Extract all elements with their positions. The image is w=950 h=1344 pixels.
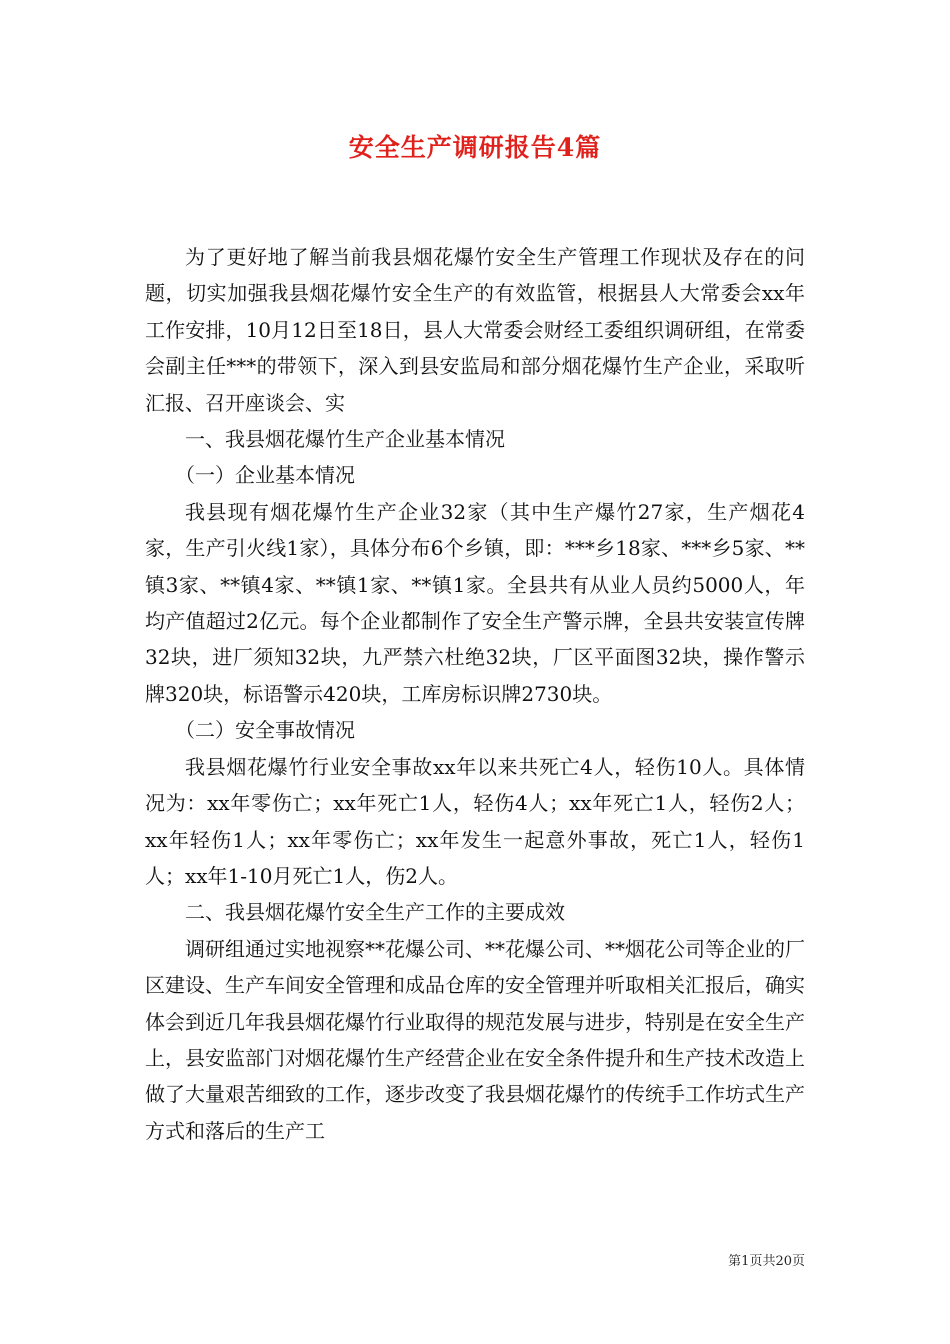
achievement-paragraph: 调研组通过实地视察**花爆公司、**花爆公司、**烟花公司等企业的厂区建设、生产车间安全管理和成品仓库的安全管理并听取相关汇报后，确实体会到近几年我县烟花爆竹行业取得的规范发展与进步，特别是在安全生产上，县安监部门对烟花爆竹生产经营企业在安全条件提升和生产技术改造上做了大量艰苦细致的工作，逐步改变了我县烟花爆竹的传统手工作坊式生产方式和落后的生产工	[145, 936, 805, 1143]
document-body	[145, 239, 805, 1149]
subsection-heading-1: （一）企业基本情况	[175, 463, 355, 488]
page-number: 第1页共20页	[728, 1254, 805, 1269]
section-heading-1: 一、我县烟花爆竹生产企业基本情况	[185, 427, 505, 452]
subsection-heading-2: （二）安全事故情况	[175, 718, 355, 743]
document-title: 安全生产调研报告4篇	[348, 133, 602, 162]
accident-paragraph: 我县烟花爆竹行业安全事故xx年以来共死亡4人，轻伤10人。具体情况为：xx年零伤亡；xx年死亡1人，轻伤4人；xx年死亡1人，轻伤2人；xx年轻伤1人；xx年零伤亡；xx年发生一起意外事故，死亡1人，轻伤1人；xx年1-10月死亡1人，伤2人。	[145, 754, 805, 888]
section-heading-2: 二、我县烟花爆竹安全生产工作的主要成效	[185, 900, 565, 925]
intro-paragraph: 为了更好地了解当前我县烟花爆竹安全生产管理工作现状及存在的问题，切实加强我县烟花爆竹安全生产的有效监管，根据县人大常委会xx年工作安排，10月12日至18日，县人大常委会财经工委组织调研组，在常委会副主任***的带领下，深入到县安监局和部分烟花爆竹生产企业，采取听汇报、召开座谈会、实	[145, 245, 805, 415]
enterprise-paragraph: 我县现有烟花爆竹生产企业32家（其中生产爆竹27家，生产烟花4家，生产引火线1家），具体分布6个乡镇，即：***乡18家、***乡5家、**镇3家、**镇4家、**镇1家、**镇1家。全县共有从业人员约5000人，年均产值超过2亿元。每个企业都制作了安全生产警示牌，全县共安装宣传牌32块，进厂须知32块，九严禁六杜绝32块，厂区平面图32块，操作警示牌320块，标语警示420块，工库房标识牌2730块。	[145, 499, 805, 706]
